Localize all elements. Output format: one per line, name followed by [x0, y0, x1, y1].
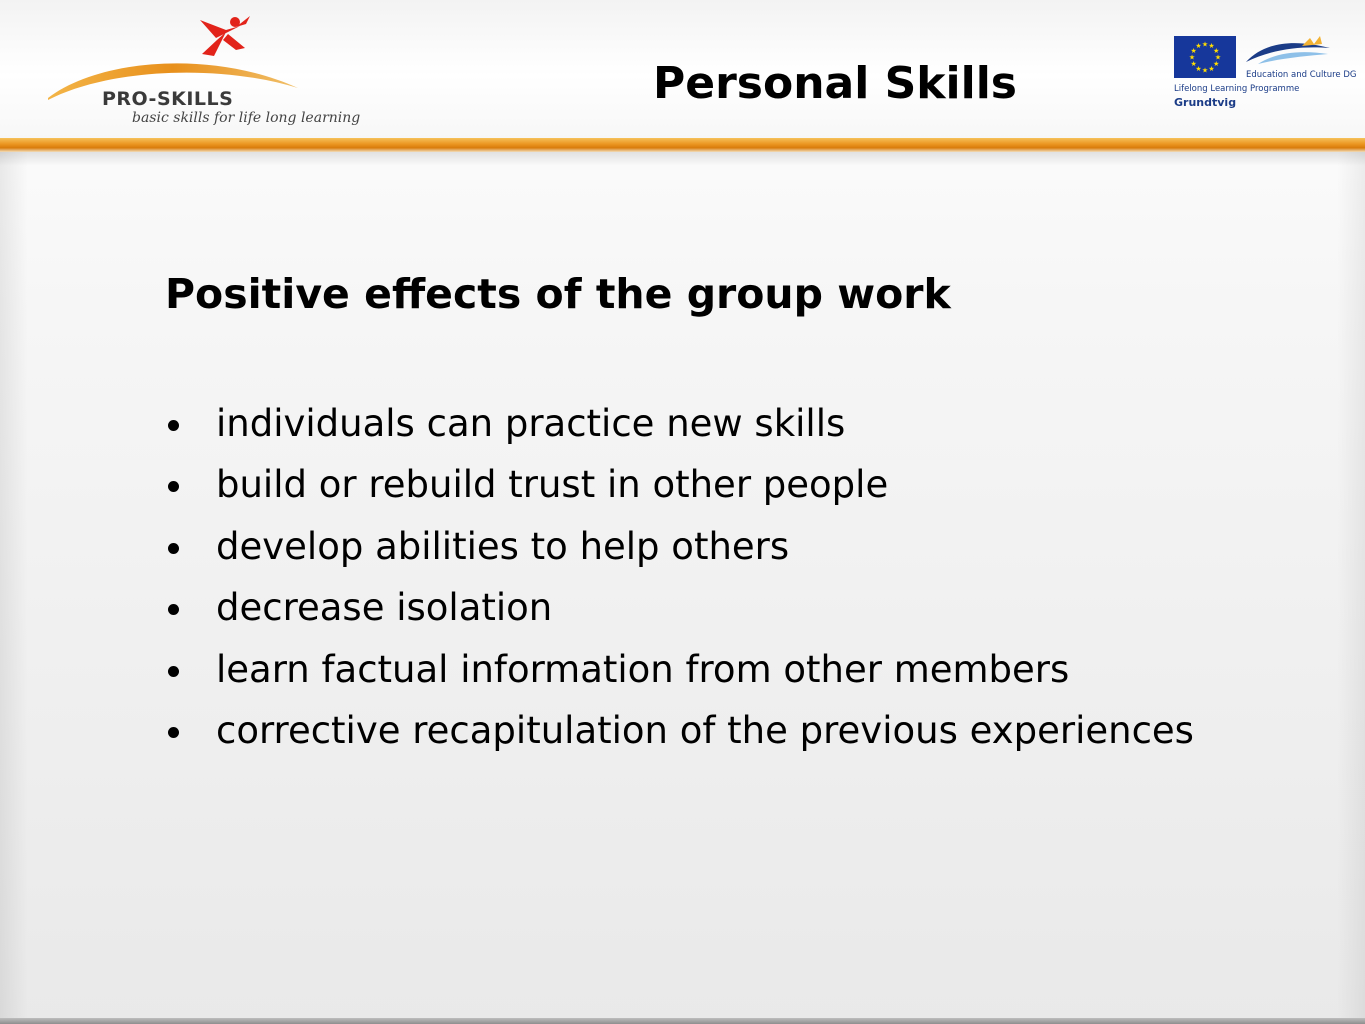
page-title: Personal Skills	[652, 58, 1017, 109]
bullet-dot-icon	[168, 604, 179, 615]
eu-programme-label: Lifelong Learning Programme	[1174, 84, 1300, 94]
eu-star-icon: ★	[1195, 42, 1202, 51]
eu-star-icon: ★	[1195, 64, 1202, 73]
eu-star-icon: ★	[1190, 60, 1197, 68]
bullet-text: decrease isolation	[216, 586, 553, 630]
slide-bottom-border	[0, 1018, 1365, 1024]
education-culture-swoosh-icon	[1244, 36, 1334, 70]
bullet-list	[165, 395, 1194, 763]
left-edge-shade	[0, 152, 28, 1024]
eu-star-icon: ★	[1208, 42, 1215, 51]
eu-star-icon: ★	[1201, 40, 1209, 49]
bullet-text: individuals can practice new skills	[216, 402, 846, 445]
eu-star-icon: ★	[1213, 47, 1220, 55]
header-shadow	[0, 152, 1365, 166]
eu-star-icon: ★	[1213, 60, 1220, 68]
eu-star-icon: ★	[1208, 64, 1215, 73]
bullet-item	[165, 395, 1194, 456]
bullet-item	[165, 641, 1194, 702]
pro-skills-logo	[40, 10, 361, 132]
eu-programme-logo	[1164, 30, 1359, 122]
logo-name: PRO-SKILLS	[102, 88, 234, 110]
bullet-text: develop abilities to help others	[216, 524, 790, 568]
logo-tagline: basic skills for life long learning	[132, 110, 361, 126]
bullet-item	[165, 518, 1194, 579]
eu-star-icon: ★	[1201, 66, 1209, 75]
bullet-dot-icon	[168, 666, 179, 677]
bullet-text: learn factual information from other members	[216, 647, 1070, 691]
eu-star-icon: ★	[1214, 53, 1222, 62]
bullet-item	[165, 702, 1194, 763]
eu-star-icon: ★	[1190, 47, 1197, 55]
section-heading: Positive effects of the group work	[165, 270, 951, 318]
bullet-text: corrective recapitulation of the previous experiences	[216, 708, 1194, 752]
bullet-item	[165, 579, 1194, 640]
eu-flag-icon	[1174, 36, 1236, 78]
right-edge-shade	[1337, 152, 1365, 1024]
header-accent-band	[0, 138, 1365, 152]
bullet-item	[165, 456, 1194, 517]
logo-figure-icon	[200, 16, 250, 56]
eu-star-icon: ★	[1188, 53, 1196, 62]
eu-directorate-label: Education and Culture DG	[1246, 70, 1357, 80]
bullet-dot-icon	[168, 420, 179, 431]
bullet-dot-icon	[168, 481, 179, 492]
eu-subprogramme-label: Grundtvig	[1174, 96, 1237, 109]
bullet-dot-icon	[168, 727, 179, 738]
bullet-text: build or rebuild trust in other people	[216, 463, 889, 507]
bullet-dot-icon	[168, 543, 179, 554]
